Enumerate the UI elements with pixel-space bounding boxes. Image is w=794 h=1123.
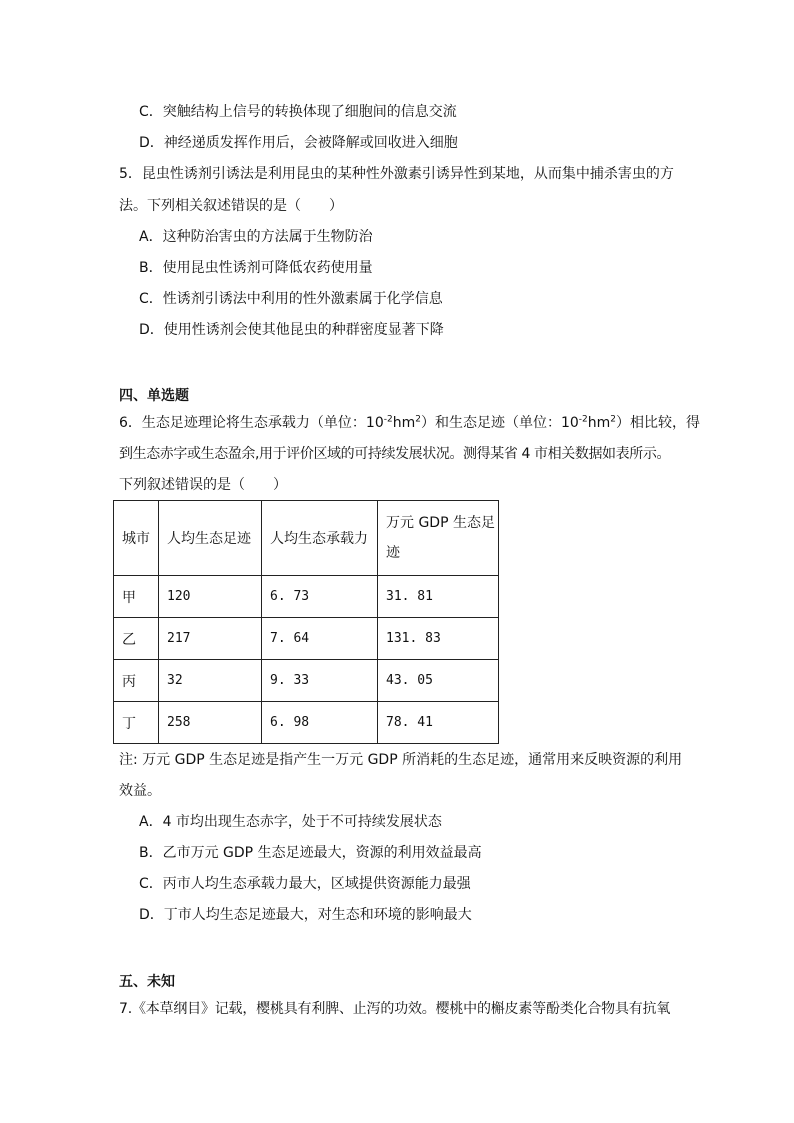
section-title-single-choice: 四、单选题 xyxy=(119,388,189,404)
q6-stem-part-e: ）相比较，得 xyxy=(616,415,701,431)
q6-stem-line2: 到生态赤字或生态盈余,用于评价区域的可持续发展状况。测得某省 4 市相关数据如表所示。 xyxy=(119,446,671,462)
q4-option-c: C．突触结构上信号的转换体现了细胞间的信息交流 xyxy=(139,104,457,120)
cell-gdp-footprint: 31. 81 xyxy=(378,576,499,618)
table-row xyxy=(114,618,499,660)
q5-stem-line2: 法。下列相关叙述错误的是（ ） xyxy=(119,198,343,214)
cell-gdp-footprint: 78. 41 xyxy=(378,702,499,744)
q6-exp-2: 2 xyxy=(415,414,421,425)
q6-stem-line1 xyxy=(119,413,700,433)
ecological-footprint-table xyxy=(113,500,499,744)
cell-footprint: 120 xyxy=(159,576,262,618)
q6-note-line1: 注: 万元 GDP 生态足迹是指产生一万元 GDP 所消耗的生态足迹，通常用来反映资源的利用 xyxy=(119,752,683,768)
cell-capacity: 7. 64 xyxy=(262,618,378,660)
q5-option-c: C．性诱剂引诱法中利用的性外激素属于化学信息 xyxy=(139,291,443,307)
cell-city: 丁 xyxy=(114,702,159,744)
cell-city: 甲 xyxy=(114,576,159,618)
q5-option-a: A．这种防治害虫的方法属于生物防治 xyxy=(139,229,373,245)
section-title-unknown: 五、未知 xyxy=(119,974,175,990)
cell-capacity: 6. 73 xyxy=(262,576,378,618)
q6-option-d: D．丁市人均生态足迹最大，对生态和环境的影响最大 xyxy=(139,907,472,923)
cell-capacity: 9. 33 xyxy=(262,660,378,702)
q4-option-d: D．神经递质发挥作用后，会被降解或回收进入细胞 xyxy=(139,135,458,151)
table-header-row xyxy=(114,501,499,576)
cell-gdp-footprint: 131. 83 xyxy=(378,618,499,660)
q6-option-c: C．丙市人均生态承载力最大，区域提供资源能力最强 xyxy=(139,876,471,892)
q6-exp-4: 2 xyxy=(610,414,617,425)
table-row xyxy=(114,576,499,618)
q6-stem-part-a: 6．生态足迹理论将生态承载力（单位：10 xyxy=(119,415,384,431)
table-row xyxy=(114,660,499,702)
header-city: 城市 xyxy=(114,501,159,576)
cell-gdp-footprint: 43. 05 xyxy=(378,660,499,702)
header-gdp-footprint-line2: 迹 xyxy=(386,545,400,561)
q5-stem-line1: 5．昆虫性诱剂引诱法是利用昆虫的某种性外激素引诱异性到某地，从而集中捕杀害虫的方 xyxy=(119,166,674,182)
q6-stem-part-c: ）和生态足迹（单位：10 xyxy=(420,415,579,431)
q5-option-b: B．使用昆虫性诱剂可降低农药使用量 xyxy=(139,260,373,276)
q6-stem-part-d: hm xyxy=(587,415,611,431)
q6-stem-line3: 下列叙述错误的是（ ） xyxy=(119,477,287,493)
header-per-capita-footprint: 人均生态足迹 xyxy=(159,501,262,576)
cell-footprint: 217 xyxy=(159,618,262,660)
q6-option-a: A．4 市均出现生态赤字，处于不可持续发展状态 xyxy=(139,814,442,830)
header-gdp-footprint xyxy=(378,501,499,576)
q6-stem-part-b: hm xyxy=(392,415,416,431)
table-row xyxy=(114,702,499,744)
cell-footprint: 258 xyxy=(159,702,262,744)
q6-option-b: B．乙市万元 GDP 生态足迹最大，资源的利用效益最高 xyxy=(139,845,482,861)
cell-city: 乙 xyxy=(114,618,159,660)
cell-footprint: 32 xyxy=(159,660,262,702)
q6-note-line2: 效益。 xyxy=(119,783,161,799)
q6-exp-3: -2 xyxy=(578,414,588,425)
cell-capacity: 6. 98 xyxy=(262,702,378,744)
cell-city: 丙 xyxy=(114,660,159,702)
q5-option-d: D．使用性诱剂会使其他昆虫的种群密度显著下降 xyxy=(139,322,444,338)
header-gdp-footprint-line1: 万元 GDP 生态足 xyxy=(386,515,495,531)
q7-stem-line1: 7.《本草纲目》记载，樱桃具有利脾、止泻的功效。樱桃中的槲皮素等酚类化合物具有抗氧 xyxy=(119,1001,671,1017)
header-per-capita-capacity: 人均生态承载力 xyxy=(262,501,378,576)
q6-exp-1: -2 xyxy=(383,414,393,425)
